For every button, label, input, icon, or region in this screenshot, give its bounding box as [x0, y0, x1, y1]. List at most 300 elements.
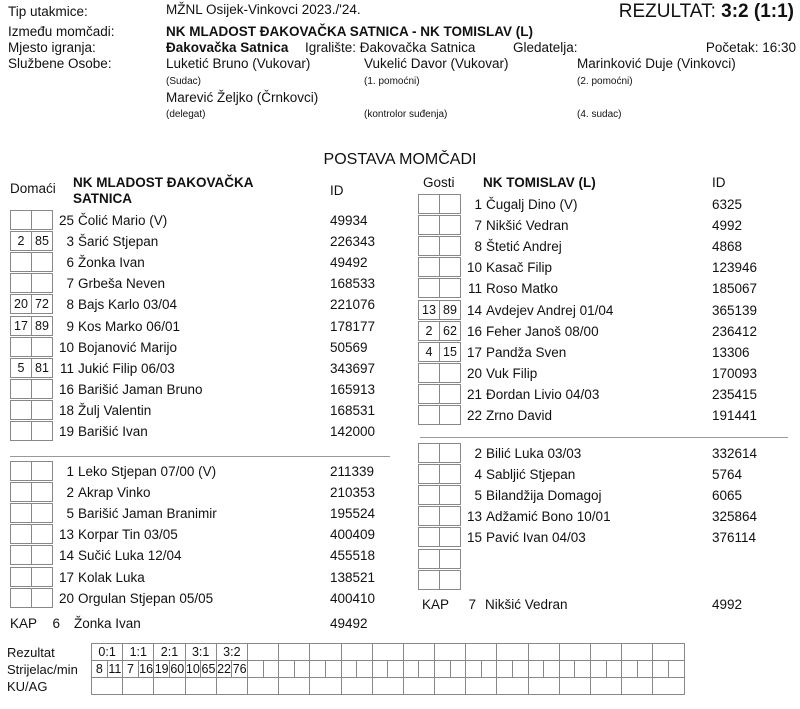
- player-number: 11: [59, 360, 74, 376]
- player-id: 185067: [712, 281, 758, 297]
- sub-minute-box[interactable]: [10, 482, 32, 502]
- player-name: Barišić Ivan: [78, 424, 148, 439]
- player-number: 6: [66, 255, 74, 271]
- sub-minute-box[interactable]: 89: [31, 316, 53, 336]
- player-name: Feher Janoš 08/00: [486, 323, 599, 339]
- player-number: 22: [466, 408, 482, 423]
- player-number: 16: [58, 381, 74, 397]
- sub-minute-box[interactable]: [439, 384, 461, 404]
- sub-minute-box[interactable]: [439, 443, 461, 463]
- player-number: 2: [474, 446, 482, 461]
- official-role: (delegat): [166, 109, 206, 120]
- results-label: KU/AG: [7, 678, 48, 694]
- player-id: 235415: [712, 386, 758, 402]
- home-team: NK MLADOST ĐAKOVAČKA SATNICA: [73, 175, 253, 206]
- away-id-label: ID: [712, 175, 726, 190]
- player-row: [10, 567, 410, 588]
- player-number: 10: [466, 260, 482, 276]
- scorer-minute-cell: [591, 661, 607, 678]
- sub-minute-box[interactable]: [31, 482, 53, 502]
- sub-minute-box[interactable]: [10, 567, 32, 587]
- player-id: 376114: [712, 530, 757, 546]
- player-name: Pavić Ivan 04/03: [486, 530, 586, 546]
- score-cell: [466, 644, 497, 661]
- sub-minute-box[interactable]: 2: [418, 321, 440, 341]
- player-name: Grbeša Neven: [78, 276, 166, 292]
- sub-minute-box[interactable]: 81: [31, 358, 53, 378]
- scorer-minute-cell: [622, 661, 638, 678]
- scorer-minute-cell: [403, 661, 419, 678]
- sub-minute-box[interactable]: [439, 549, 461, 569]
- player-number: 14: [466, 302, 482, 318]
- player-id: 4992: [712, 218, 743, 234]
- away-captain-number: 7: [468, 597, 476, 612]
- player-number: 18: [58, 402, 74, 418]
- tip-label: Tip utakmice:: [8, 4, 88, 19]
- scorer-minute-cell: 8: [92, 661, 108, 678]
- sub-minute-box[interactable]: [418, 236, 440, 256]
- score-cell: [247, 644, 278, 661]
- ku-ag-cell: [497, 678, 528, 695]
- sub-minute-box[interactable]: 72: [31, 294, 53, 314]
- score-cell: 2:1: [154, 644, 185, 661]
- score-cell: [559, 644, 590, 661]
- player-name: Pandža Sven: [486, 344, 567, 360]
- ku-ag-cell: [247, 678, 278, 695]
- sub-minute-box[interactable]: [439, 527, 461, 547]
- sub-minute-box[interactable]: [10, 400, 32, 420]
- player-row: [418, 485, 792, 506]
- sub-minute-box[interactable]: [31, 524, 53, 544]
- player-row: [418, 194, 792, 215]
- player-row: [418, 443, 792, 464]
- player-number: 21: [466, 386, 482, 402]
- scorer-minute-cell: 22: [217, 661, 231, 676]
- ku-ag-cell: [341, 678, 372, 695]
- away-team: NK TOMISLAV (L): [483, 175, 596, 190]
- scorer-minute-cell: [279, 661, 295, 678]
- player-row: [10, 252, 410, 273]
- scorer-minute-cell: 60: [170, 661, 185, 676]
- player-name: Kos Marko 06/01: [78, 318, 181, 334]
- ku-ag-cell: [185, 678, 216, 695]
- sub-minute-box[interactable]: [439, 215, 461, 235]
- ku-ag-cell: [123, 678, 154, 695]
- home-divider: [10, 456, 390, 457]
- player-id: 170093: [712, 365, 758, 381]
- player-row: [10, 294, 410, 315]
- scorer-minute-cell: [653, 661, 669, 678]
- player-id: 332614: [712, 446, 758, 461]
- player-row: [418, 236, 792, 257]
- player-row: [10, 210, 410, 231]
- away-captain-id: 4992: [712, 597, 743, 612]
- sub-minute-box[interactable]: [418, 194, 440, 214]
- sub-minute-box[interactable]: [31, 421, 53, 441]
- player-row: [418, 570, 792, 591]
- player-number: 13: [58, 527, 74, 543]
- scorer-minute-cell: [357, 661, 373, 678]
- sub-minute-box[interactable]: [31, 545, 53, 565]
- player-number: 1: [66, 464, 74, 479]
- player-number: 20: [466, 365, 482, 381]
- home-captain-name: Žonka Ivan: [74, 616, 141, 631]
- player-name: Jukić Filip 06/03: [78, 360, 175, 376]
- sub-minute-box[interactable]: [418, 443, 440, 463]
- scorer-minute-cell: [606, 661, 622, 678]
- player-number: 17: [466, 344, 482, 360]
- player-name: Vuk Filip: [486, 365, 538, 381]
- scorer-minute-cell: [575, 661, 591, 678]
- player-id: 236412: [712, 323, 758, 339]
- player-number: 8: [66, 297, 74, 313]
- player-id: 138521: [330, 569, 376, 585]
- player-name: Žonka Ivan: [78, 255, 145, 271]
- player-id: 4868: [712, 239, 743, 255]
- scorer-minute-cell: [466, 661, 482, 678]
- player-name: Sabljić Stjepan: [486, 467, 576, 483]
- player-name: Zrno David: [486, 408, 553, 423]
- sub-minute-box[interactable]: [418, 506, 440, 526]
- mjesto-value: Đakovačka Satnica: [166, 40, 289, 55]
- scorer-minute-cell: 65: [201, 661, 216, 676]
- sub-minute-box[interactable]: [418, 363, 440, 383]
- home-label: Domaći: [10, 181, 56, 196]
- sub-minute-box[interactable]: 85: [31, 231, 53, 251]
- sub-minute-box[interactable]: [31, 273, 53, 293]
- score-cell: [341, 644, 372, 661]
- result-heading: [619, 1, 794, 23]
- match-title: NK MLADOST ĐAKOVAČKA SATNICA - NK TOMISLAV (L): [166, 24, 533, 39]
- sub-minute-box[interactable]: 62: [439, 321, 461, 341]
- player-id: 400410: [330, 590, 376, 606]
- sub-minute-box[interactable]: [10, 545, 32, 565]
- official-role: (kontrolor suđenja): [364, 109, 448, 120]
- player-row: [10, 231, 410, 252]
- player-id: 400409: [330, 527, 376, 543]
- sub-minute-box[interactable]: [439, 405, 461, 425]
- official-name: Marinković Duje (Vinkovci): [577, 56, 736, 71]
- sub-minute-box[interactable]: [10, 210, 32, 230]
- scorer-minute-cell: [481, 661, 497, 678]
- sub-minute-box[interactable]: 20: [10, 294, 32, 314]
- sub-minute-box[interactable]: 4: [418, 342, 440, 362]
- player-id: 325864: [712, 509, 758, 525]
- player-row: [418, 527, 792, 548]
- player-name: Avdejev Andrej 01/04: [486, 302, 614, 318]
- sub-minute-box[interactable]: 2: [10, 231, 32, 251]
- sub-minute-box[interactable]: 5: [10, 358, 32, 378]
- sub-minute-box[interactable]: [10, 337, 32, 357]
- score-cell: [279, 644, 310, 661]
- sub-minute-box[interactable]: [418, 570, 440, 590]
- sub-minute-box[interactable]: [418, 464, 440, 484]
- player-id: 343697: [330, 360, 376, 376]
- player-row: [10, 461, 410, 482]
- home-kap-label: KAP: [10, 616, 38, 631]
- ku-ag-cell: [653, 678, 684, 695]
- ku-ag-cell: [216, 678, 247, 695]
- score-cell: 3:1: [185, 644, 216, 661]
- player-row: [10, 316, 410, 337]
- player-number: 9: [66, 318, 74, 334]
- player-name: Barišić Jaman Branimir: [78, 506, 217, 522]
- ku-ag-cell: [435, 678, 466, 695]
- result-label: REZULTAT:: [618, 1, 716, 22]
- score-cell: 0:1: [92, 644, 123, 661]
- player-name: Bojanović Marijo: [78, 339, 178, 355]
- player-id: 178177: [330, 318, 376, 334]
- player-id: 168533: [330, 276, 376, 292]
- sub-minute-box[interactable]: 17: [10, 316, 32, 336]
- player-id: 455518: [330, 548, 376, 564]
- sub-minute-box[interactable]: [31, 379, 53, 399]
- sub-minute-box[interactable]: [418, 384, 440, 404]
- player-row: [10, 273, 410, 294]
- player-id: 210353: [330, 485, 376, 501]
- player-number: 11: [467, 281, 482, 297]
- score-cell: 3:2: [216, 644, 247, 661]
- player-name: Sučić Luka 12/04: [78, 548, 182, 564]
- away-kap-label: KAP: [422, 597, 450, 612]
- player-name: Štetić Andrej: [486, 239, 562, 255]
- player-id: 142000: [330, 424, 376, 439]
- sub-minute-box[interactable]: [10, 503, 32, 523]
- player-row: [418, 363, 792, 384]
- sub-minute-box[interactable]: [10, 524, 32, 544]
- player-row: [10, 503, 410, 524]
- score-cell: [310, 644, 341, 661]
- scorer-minute-cell: [247, 661, 263, 678]
- player-number: 2: [66, 485, 74, 501]
- scorer-minute-cell: [263, 661, 279, 678]
- sub-minute-box[interactable]: [31, 503, 53, 523]
- player-number: 20: [58, 590, 74, 606]
- player-name: Đordan Livio 04/03: [486, 386, 600, 402]
- player-row: [10, 482, 410, 503]
- sub-minute-box[interactable]: [418, 527, 440, 547]
- player-row: [418, 549, 792, 570]
- player-number: 13: [466, 509, 482, 525]
- sub-minute-box[interactable]: [31, 252, 53, 272]
- ku-ag-cell: [372, 678, 403, 695]
- official-name: Marević Željko (Črnkovci): [166, 90, 319, 105]
- player-id: 211339: [330, 464, 375, 479]
- score-cell: 1:1: [123, 644, 154, 661]
- player-number: 14: [58, 548, 74, 564]
- scorer-minute-cell: [294, 661, 310, 678]
- player-id: 168531: [330, 402, 376, 418]
- player-row: [10, 379, 410, 400]
- score-cell: [591, 644, 622, 661]
- player-name: Orgulan Stjepan 05/05: [78, 590, 214, 606]
- sub-minute-box[interactable]: [439, 485, 461, 505]
- sub-minute-box[interactable]: [31, 400, 53, 420]
- ku-ag-cell: [622, 678, 653, 695]
- player-id: 6065: [712, 488, 743, 504]
- gledatelja: Gledatelja:: [513, 40, 578, 55]
- player-name: Čugalj Dino (V): [486, 197, 578, 212]
- scorer-minute-cell: [544, 661, 560, 678]
- sub-minute-box[interactable]: [418, 257, 440, 277]
- sub-minute-box[interactable]: [10, 252, 32, 272]
- sub-minute-box[interactable]: [10, 379, 32, 399]
- scorer-minute-cell: [341, 661, 357, 678]
- sub-minute-box[interactable]: [439, 363, 461, 383]
- player-row: [418, 506, 792, 527]
- player-row: [418, 278, 792, 299]
- player-name: Čolić Mario (V): [78, 213, 168, 228]
- scorer-minute-cell: 19: [154, 661, 169, 676]
- izmedu-label: Između momčadi:: [8, 24, 115, 39]
- official-role: (Sudac): [166, 76, 202, 87]
- sub-minute-box[interactable]: 89: [439, 300, 461, 320]
- sub-minute-box[interactable]: [439, 506, 461, 526]
- away-label: Gosti: [423, 175, 455, 190]
- score-cell: [435, 644, 466, 661]
- lineup-title: POSTAVA MOMČADI: [323, 151, 477, 168]
- sub-minute-box[interactable]: [439, 257, 461, 277]
- sub-minute-box[interactable]: [31, 210, 53, 230]
- player-row: [10, 545, 410, 566]
- sub-minute-box[interactable]: [439, 570, 461, 590]
- sub-minute-box[interactable]: [418, 549, 440, 569]
- player-number: 10: [58, 339, 74, 355]
- mjesto-label: Mjesto igranja:: [8, 40, 96, 55]
- ku-ag-cell: [591, 678, 622, 695]
- player-id: 50569: [330, 339, 368, 355]
- score-cell: [372, 644, 403, 661]
- player-number: 8: [474, 239, 482, 255]
- sub-minute-box[interactable]: [31, 461, 53, 481]
- scorer-minute-cell: 16: [139, 661, 154, 676]
- tip-value: MŽNL Osijek-Vinkovci 2023./'24.: [166, 2, 361, 17]
- sub-minute-box[interactable]: [10, 461, 32, 481]
- ku-ag-cell: [310, 678, 341, 695]
- results-label: Rezultat: [7, 644, 55, 660]
- sub-minute-box[interactable]: [10, 588, 32, 608]
- sub-minute-box[interactable]: [418, 405, 440, 425]
- player-name: Kasač Filip: [486, 260, 553, 276]
- sub-minute-box[interactable]: [439, 236, 461, 256]
- player-row: [10, 337, 410, 358]
- player-number: 5: [474, 488, 482, 504]
- player-id: 191441: [712, 408, 758, 423]
- official-role: (2. pomoćni): [577, 76, 633, 87]
- player-row: [418, 342, 792, 363]
- sub-minute-box[interactable]: [31, 588, 53, 608]
- player-row: [10, 358, 410, 379]
- scorer-minute-cell: [310, 661, 326, 678]
- pocetak: Početak: 16:30: [705, 40, 796, 55]
- home-captain-id: 49492: [330, 616, 368, 631]
- ku-ag-cell: [154, 678, 185, 695]
- player-id: 13306: [712, 344, 750, 360]
- score-cell: [528, 644, 559, 661]
- results-label: Strijelac/min: [7, 661, 78, 677]
- player-number: 5: [66, 506, 74, 522]
- scorer-minute-cell: [435, 661, 451, 678]
- sub-minute-box[interactable]: 13: [418, 300, 440, 320]
- player-number: 16: [466, 323, 482, 339]
- player-id: 195524: [330, 506, 376, 522]
- player-name: Kolak Luka: [78, 569, 145, 585]
- osobe-label: Službene Osobe:: [8, 56, 112, 71]
- player-name: Žulj Valentin: [78, 402, 152, 418]
- scorer-minute-cell: 11: [108, 661, 122, 676]
- sub-minute-box[interactable]: [439, 194, 461, 214]
- player-name: Korpar Tin 03/05: [78, 527, 178, 543]
- player-id: 221076: [330, 297, 376, 313]
- player-row: [418, 321, 792, 342]
- score-cell: [403, 644, 434, 661]
- player-number: 1: [474, 197, 482, 212]
- sub-minute-box[interactable]: [31, 337, 53, 357]
- official-name: Luketić Bruno (Vukovar): [166, 56, 311, 71]
- player-row: [418, 257, 792, 278]
- player-number: 7: [66, 276, 74, 292]
- official-name: Vukelić Davor (Vukovar): [364, 56, 509, 71]
- sub-minute-box[interactable]: [439, 278, 461, 298]
- player-id: 49934: [330, 213, 368, 228]
- sub-minute-box[interactable]: [418, 278, 440, 298]
- player-row: [10, 400, 410, 421]
- sub-minute-box[interactable]: [10, 273, 32, 293]
- player-number: 7: [474, 218, 482, 234]
- player-name: Bilić Luka 03/03: [486, 446, 582, 461]
- player-name: Nikšić Vedran: [486, 218, 569, 234]
- ku-ag-cell: [403, 678, 434, 695]
- igraliste: Igralište: Đakovačka Satnica: [305, 40, 476, 55]
- sub-minute-box[interactable]: [31, 567, 53, 587]
- player-id: 123946: [712, 260, 758, 276]
- player-row: [10, 588, 410, 609]
- sub-minute-box[interactable]: 15: [439, 342, 461, 362]
- official-role: (4. sudac): [577, 109, 622, 120]
- player-row: [418, 300, 792, 321]
- scorer-minute-cell: [372, 661, 388, 678]
- player-name: Adžamić Bono 10/01: [486, 509, 611, 525]
- sub-minute-box[interactable]: [10, 421, 32, 441]
- player-number: 15: [466, 530, 482, 546]
- results-table: [5, 643, 685, 695]
- scorer-minute-cell: 10: [185, 661, 200, 676]
- player-name: Bajs Karlo 03/04: [78, 297, 178, 313]
- player-name: Akrap Vinko: [78, 485, 151, 501]
- home-id-label: ID: [330, 183, 344, 198]
- sub-minute-box[interactable]: [418, 485, 440, 505]
- player-name: Roso Matko: [486, 281, 559, 297]
- player-row: [10, 421, 410, 442]
- player-row: [418, 384, 792, 405]
- scorer-minute-cell: [497, 661, 513, 678]
- ku-ag-cell: [466, 678, 497, 695]
- score-cell: [497, 644, 528, 661]
- player-row: [418, 215, 792, 236]
- scorer-minute-cell: [325, 661, 341, 678]
- sub-minute-box[interactable]: [439, 464, 461, 484]
- ku-ag-cell: [528, 678, 559, 695]
- player-name: Leko Stjepan 07/00 (V): [78, 464, 217, 479]
- player-row: [418, 464, 792, 485]
- scorer-minute-cell: [668, 661, 684, 678]
- player-name: Šarić Stjepan: [78, 234, 159, 250]
- official-role: (1. pomoćni): [364, 76, 420, 87]
- scorer-minute-cell: [528, 661, 544, 678]
- sub-minute-box[interactable]: [418, 215, 440, 235]
- away-divider: [420, 437, 788, 438]
- player-id: 6325: [712, 197, 743, 212]
